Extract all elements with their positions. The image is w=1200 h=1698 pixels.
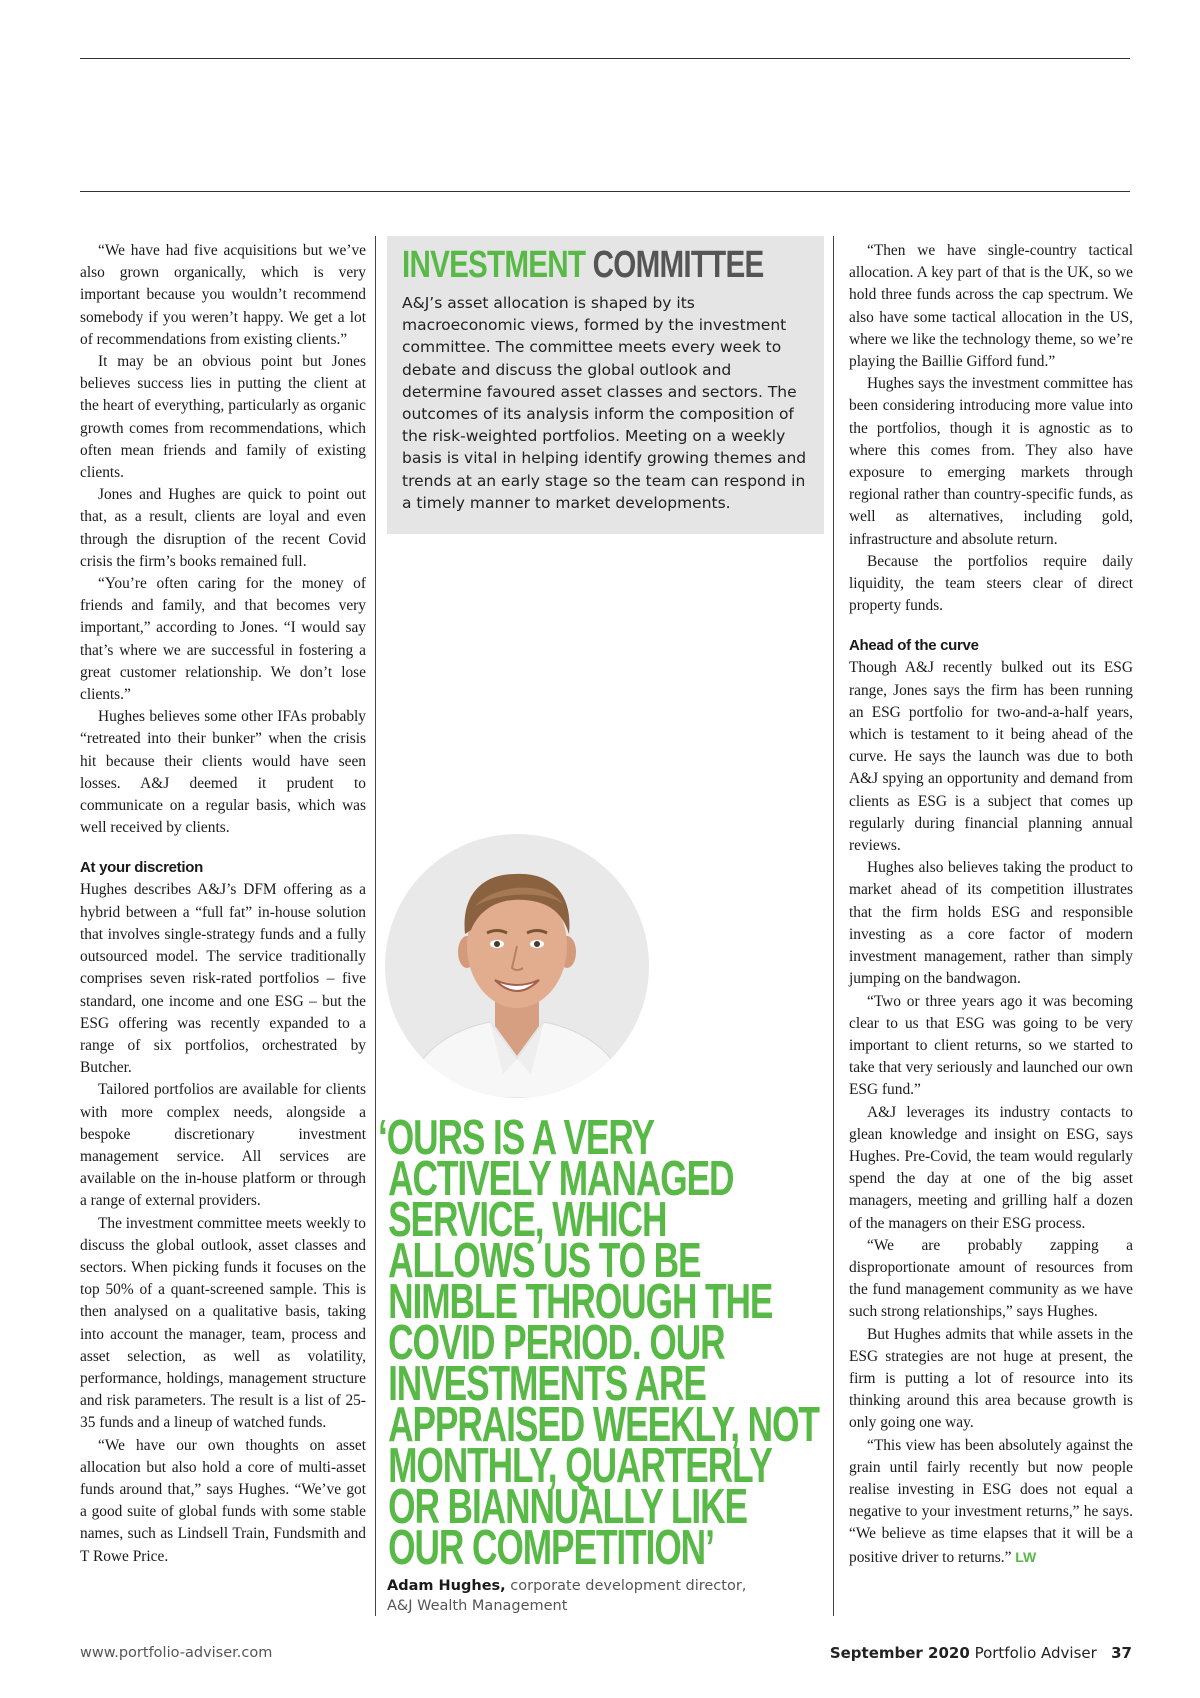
investment-committee-box — [387, 236, 824, 534]
paragraph: Tailored portfolios are available for clients with more complex needs, alongside a bespoke discretionary investment management service. All services are available on the in-house platform or through a range of external providers. — [80, 1081, 366, 1210]
top-rule-1 — [80, 58, 1130, 59]
paragraph: “Two or three years ago it was becoming clear to us that ESG was going to be very important to client returns, so we started to take that very seriously and launched our own ESG fund.” — [849, 992, 1133, 1099]
paragraph: Hughes says the investment committee has been considering introducing more value into the portfolios, though it is agnostic as to where this comes from. They also have exposure to emerging markets through regional rather than country-specific funds, as well as alternatives, including gold, infrastructure and absolute return. — [849, 375, 1133, 548]
attribution-role: corporate development director, A&J Wealth Management — [387, 1578, 747, 1614]
paragraph: A&J leverages its industry contacts to glean knowledge and insight on ESG, says Hughes. Pre-Covid, the team would regularly spend the day at one of the big asset managers, meeting and grilling half a dozen of the managers on their ESG process. — [849, 1103, 1133, 1232]
paragraph: “We have had five acquisitions but we’ve also grown organically, which is very important because you wouldn’t recommend somebody if you weren’t happy. We get a lot of recommendations from existing clients.” — [80, 242, 366, 348]
article-column-left — [80, 240, 366, 1568]
pull-quote-line: ACTIVELY MANAGED — [388, 1152, 734, 1206]
box-title-part1: INVESTMENT — [402, 244, 586, 286]
pull-quote-line: NIMBLE THROUGH THE — [388, 1275, 773, 1329]
footer-issue-date: September 2020 — [829, 1644, 970, 1662]
article-column-right — [849, 240, 1133, 1569]
page-number: 37 — [1111, 1644, 1132, 1662]
pull-quote-line: OUR COMPETITION’ — [388, 1521, 714, 1575]
paragraph: Hughes also believes taking the product to market ahead of its competition illustrates that the firm holds ESG and responsible investing as a core factor of modern investment management, rather than simply jumping on the bandwagon. — [849, 859, 1133, 988]
paragraph: “We are probably zapping a disproportionate amount of resources from the fund management community as we have such strong relationships,” says Hughes. — [849, 1236, 1133, 1321]
pull-quote-line: OR BIANNUALLY LIKE — [388, 1480, 747, 1534]
portrait-photo — [385, 834, 649, 1098]
box-body: A&J’s asset allocation is shaped by its macroeconomic views, formed by the investment committee. The committee meets every week to debate and discuss the global outlook and determine favoured asset classes and sectors. The outcomes of its analysis inform the composition of the risk-weighted portfolios. Meeting on a weekly basis is vital in helping identify growing themes and trends at an early stage so the team can respond in a timely manner to market developments. — [402, 294, 807, 512]
paragraph: Though A&J recently bulked out its ESG range, Jones says the firm has been running an ESG portfolio for two-and-a-half years, which is testament to it being ahead of the curve. He says the launch was due to both A&J spying an opportunity and demand from clients as ESG is a subject that comes up regularly during financial planning annual reviews. — [849, 659, 1133, 855]
pull-quote-line: INVESTMENTS ARE — [388, 1357, 706, 1411]
paragraph: Hughes believes some other IFAs probably “retreated into their bunker” when the crisis hit because their clients would have seen losses. A&J deemed it prudent to communicate on a regular basis, which was well received by clients. — [80, 708, 366, 837]
pull-quote-line: APPRAISED WEEKLY, NOT — [388, 1398, 819, 1452]
section-heading: Ahead of the curve — [849, 637, 979, 655]
top-rule-2 — [80, 191, 1130, 192]
pull-quote-line: SERVICE, WHICH — [388, 1193, 667, 1247]
pull-quote-line: ‘OURS IS A VERY — [378, 1111, 654, 1165]
pull-quote-line: MONTHLY, QUARTERLY — [388, 1439, 772, 1493]
paragraph: But Hughes admits that while assets in the ESG strategies are not huge at present, the firm is putting a lot of resource into its thinking around this area because growth is only going one way. — [849, 1325, 1133, 1432]
footer-website: www.portfolio-adviser.com — [80, 1645, 273, 1661]
quote-attribution — [387, 1576, 767, 1616]
pull-quote-line: ALLOWS US TO BE — [388, 1234, 701, 1288]
attribution-name: Adam Hughes, — [387, 1578, 506, 1594]
portrait-illustration — [385, 834, 649, 1098]
paragraph: It may be an obvious point but Jones believes success lies in putting the client at the heart of everything, particularly as organic growth comes from recommendations, which often mean friends and family of existing clients. — [80, 353, 366, 482]
pull-quote-line: COVID PERIOD. OUR — [388, 1316, 725, 1370]
paragraph: “We have our own thoughts on asset allocation but also hold a core of multi-asset funds around that,” says Hughes. “We’ve got a good suite of global funds with some stable names, such as Lindsell Train, Fundsmith and T Rowe Price. — [80, 1436, 366, 1565]
column-divider-right — [833, 236, 834, 1616]
footer-issue — [830, 1644, 1132, 1662]
paragraph: Because the portfolios require daily liquidity, the team steers clear of direct property funds. — [849, 552, 1133, 615]
pull-quote — [378, 1111, 819, 1575]
paragraph-text: “This view has been absolutely against the grain until fairly recently but now people realise investing in ESG does not equal a negative to your investment returns,” he says. “We believe as time elapses that it will be a positive driver to returns.” — [849, 1436, 1133, 1566]
author-signoff: LW — [1015, 1548, 1037, 1565]
paragraph: Jones and Hughes are quick to point out that, as a result, clients are loyal and even through the disruption of the recent Covid crisis the firm’s books remained full. — [80, 486, 366, 570]
column-divider-left — [375, 236, 376, 1616]
footer-publication: Portfolio Adviser — [974, 1644, 1097, 1662]
paragraph: Hughes describes A&J’s DFM offering as a hybrid between a “full fat” in-house solution that involves single-strategy funds and a fully outsourced model. The service traditionally comprises seven risk-rated portfolios – five standard, one income and one ESG – but the ESG offering was recently expanded to a range of six portfolios, orchestrated by Butcher. — [80, 881, 366, 1077]
box-title — [402, 244, 763, 287]
paragraph: The investment committee meets weekly to discuss the global outlook, asset classes and sectors. When picking funds it focuses on the top 50% of a quant-screened sample. This is then analysed on a qualitative basis, taking into account the manager, team, process and asset selection, as well as volatility, performance, holdings, management structure and risk parameters. The result is a list of 25-35 funds and a lineup of watched funds. — [80, 1214, 366, 1432]
paragraph — [849, 1435, 1133, 1569]
paragraph: “Then we have single-country tactical allocation. A key part of that is the UK, so we hold three funds across the cap spectrum. We also have some tactical allocation in the US, where we like the technology theme, so we’re playing the Baillie Gifford fund.” — [849, 242, 1133, 371]
box-title-part2: COMMITTEE — [592, 244, 764, 286]
section-heading: At your discretion — [80, 859, 203, 877]
paragraph: “You’re often caring for the money of friends and family, and that becomes very important,” according to Jones. “I would say that’s where we are successful in fostering a great customer relationship. We don’t lose clients.” — [80, 575, 366, 704]
